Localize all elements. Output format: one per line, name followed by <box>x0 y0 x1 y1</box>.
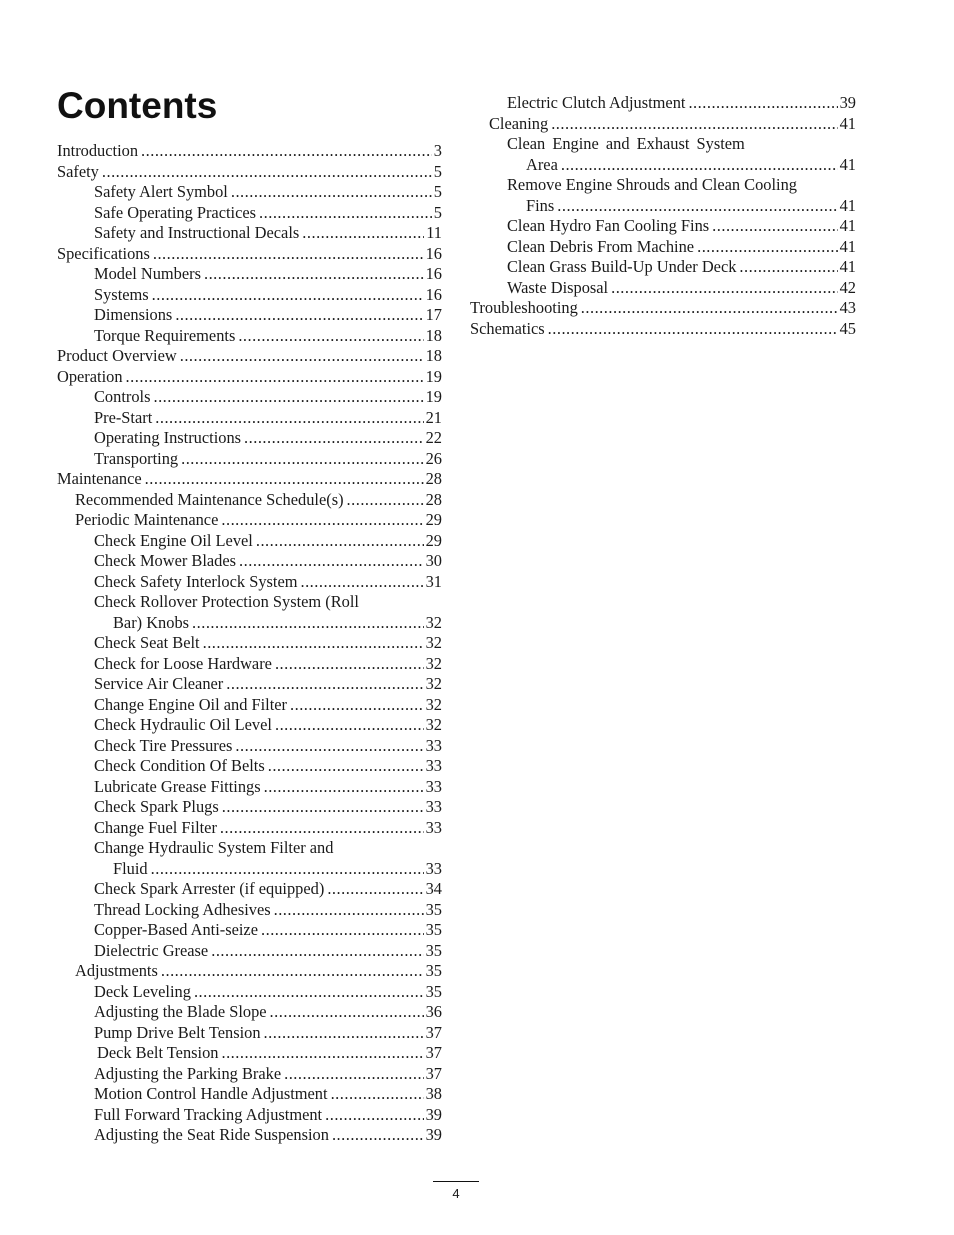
toc-entry-page: 33 <box>425 776 442 796</box>
toc-entry[interactable] <box>94 1023 442 1044</box>
toc-entry-label: Clean Grass Build-Up Under Deck <box>507 257 737 276</box>
toc-entry-page: 29 <box>425 510 442 529</box>
toc-entry[interactable] <box>75 961 442 982</box>
toc-entry-page: 37 <box>425 1043 442 1062</box>
toc-entry-label: Deck Belt Tension <box>97 1043 219 1062</box>
toc-entry[interactable] <box>94 633 442 654</box>
toc-entry[interactable] <box>94 1064 442 1085</box>
toc-leader-dots <box>325 1105 423 1126</box>
toc-entry[interactable] <box>113 859 442 880</box>
toc-entry[interactable] <box>94 982 442 1003</box>
toc-entry-page: 39 <box>425 1104 442 1124</box>
toc-entry-page: 35 <box>425 961 442 980</box>
toc-leader-dots <box>152 285 424 306</box>
toc-entry[interactable] <box>94 797 442 818</box>
toc-entry-label: Torque Requirements <box>94 325 236 345</box>
toc-leader-dots <box>153 244 424 265</box>
toc-entry-page: 22 <box>425 428 442 447</box>
footer-rule <box>433 1181 479 1182</box>
toc-leader-dots <box>141 141 432 162</box>
toc-entry-page: 36 <box>425 1002 442 1021</box>
toc-entry[interactable] <box>94 449 442 470</box>
toc-entry-label: Clean Debris From Machine <box>507 236 695 256</box>
toc-entry[interactable] <box>94 387 442 408</box>
toc-entry-page: 28 <box>425 469 442 488</box>
toc-entry-page: 19 <box>425 366 442 386</box>
toc-entry[interactable] <box>470 319 856 340</box>
toc-entry-label: Check Spark Arrester (if equipped) <box>94 879 325 898</box>
toc-entry-page: 16 <box>425 264 442 283</box>
toc-entry-page: 41 <box>839 195 856 215</box>
toc-leader-dots <box>264 1023 424 1044</box>
toc-entry-label: Change Engine Oil and Filter <box>94 694 288 714</box>
toc-entry[interactable] <box>113 613 442 634</box>
toc-entry-label: Operation <box>57 366 123 386</box>
toc-entry[interactable] <box>94 818 442 839</box>
toc-entry[interactable] <box>94 1105 442 1126</box>
toc-leader-dots <box>331 1084 424 1105</box>
toc-entry-page: 3 <box>433 141 442 160</box>
toc-leader-dots <box>268 756 424 777</box>
toc-leader-dots <box>238 326 423 347</box>
toc-entry[interactable] <box>94 326 442 347</box>
page-title: Contents <box>57 85 218 126</box>
toc-leader-dots <box>270 1002 424 1023</box>
page-number: 4 <box>452 1186 460 1201</box>
toc-entry[interactable] <box>94 531 442 552</box>
toc-entry-label: Electric Clutch Adjustment <box>507 93 686 112</box>
toc-entry-page: 31 <box>425 571 442 591</box>
toc-leader-dots <box>226 674 423 695</box>
toc-entry[interactable] <box>507 278 856 299</box>
toc-entry-label: Pump Drive Belt Tension <box>94 1022 261 1042</box>
toc-entry-page: 11 <box>426 223 442 242</box>
toc-entry[interactable] <box>507 257 856 278</box>
toc-entry-page: 45 <box>839 318 856 338</box>
toc-entry-label: Operating Instructions <box>94 428 242 447</box>
toc-entry-page: 26 <box>425 448 442 468</box>
toc-leader-dots <box>151 859 424 880</box>
toc-entry-label: Transporting <box>94 448 179 468</box>
toc-entry[interactable] <box>507 237 856 258</box>
toc-entry-label: Adjustments <box>75 961 158 980</box>
toc-leader-dots <box>203 633 424 654</box>
toc-entry[interactable] <box>94 695 442 716</box>
toc-leader-dots <box>275 715 424 736</box>
toc-entry[interactable] <box>94 551 442 572</box>
toc-entry[interactable] <box>94 756 442 777</box>
toc-leader-dots <box>327 879 423 900</box>
toc-leader-dots <box>204 264 424 285</box>
toc-entry-page: 37 <box>425 1022 442 1042</box>
toc-entry[interactable] <box>57 367 442 388</box>
toc-entry[interactable] <box>526 155 856 176</box>
toc-entry-page: 32 <box>425 633 442 652</box>
toc-leader-dots <box>145 469 424 490</box>
toc-entry[interactable] <box>57 162 442 183</box>
toc-leader-dots <box>235 736 423 757</box>
toc-leader-dots <box>551 114 837 135</box>
toc-entry-page: 34 <box>425 879 442 898</box>
toc-entry-label: Model Numbers <box>94 264 201 283</box>
toc-entry-page: 43 <box>839 298 856 317</box>
toc-leader-dots <box>231 182 432 203</box>
toc-entry-label: Adjusting the Parking Brake <box>94 1063 282 1083</box>
toc-entry-label: Product Overview <box>57 346 177 365</box>
toc-leader-dots <box>712 216 837 237</box>
toc-entry[interactable] <box>94 920 442 941</box>
toc-entry-label: Lubricate Grease Fittings <box>94 776 261 796</box>
toc-entry-page: 35 <box>425 981 442 1001</box>
toc-entry-label: Controls <box>94 387 151 406</box>
toc-entry[interactable] <box>57 469 442 490</box>
toc-leader-dots <box>261 920 424 941</box>
toc-entry-page: 28 <box>425 489 442 509</box>
toc-entry-label: Dimensions <box>94 305 173 324</box>
toc-leader-dots <box>332 1125 424 1146</box>
toc-entry-label: Schematics <box>470 318 545 338</box>
toc-entry-label-line1[interactable]: Remove Engine Shrouds and Clean Cooling <box>507 175 797 194</box>
toc-leader-dots <box>611 278 838 299</box>
toc-leader-dots <box>180 346 424 367</box>
toc-leader-dots <box>194 982 424 1003</box>
toc-entry-page: 5 <box>433 182 442 201</box>
toc-leader-dots <box>239 551 424 572</box>
toc-entry-label: Adjusting the Blade Slope <box>94 1002 267 1021</box>
toc-entry-page: 33 <box>425 797 442 816</box>
toc-entry-page: 35 <box>425 940 442 960</box>
toc-entry-page: 41 <box>839 113 856 133</box>
toc-entry-label: Specifications <box>57 243 150 263</box>
toc-entry-page: 33 <box>425 858 442 878</box>
toc-entry-page: 39 <box>839 93 856 112</box>
toc-leader-dots <box>561 155 838 176</box>
toc-entry-label: Fluid <box>113 858 148 878</box>
toc-entry-page: 18 <box>425 325 442 345</box>
toc-leader-dots <box>221 510 423 531</box>
toc-leader-dots <box>126 367 424 388</box>
toc-entry[interactable] <box>94 941 442 962</box>
toc-leader-dots <box>192 613 424 634</box>
toc-entry[interactable] <box>94 203 442 224</box>
toc-entry[interactable] <box>97 1043 442 1064</box>
toc-entry[interactable] <box>94 900 442 921</box>
toc-entry[interactable] <box>94 654 442 675</box>
toc-entry[interactable] <box>94 428 442 449</box>
toc-entry[interactable] <box>94 572 442 593</box>
toc-entry-page: 42 <box>839 277 856 297</box>
toc-entry-page: 32 <box>425 715 442 734</box>
toc-entry[interactable] <box>94 1125 442 1146</box>
toc-leader-dots <box>581 298 838 319</box>
toc-entry-page: 19 <box>425 387 442 406</box>
toc-entry-page: 18 <box>425 346 442 365</box>
toc-entry-page: 41 <box>839 236 856 256</box>
toc-entry[interactable] <box>57 244 442 265</box>
toc-entry[interactable] <box>94 223 442 244</box>
toc-entry-page: 33 <box>425 756 442 775</box>
toc-entry-label: Safety <box>57 161 99 181</box>
toc-leader-dots <box>548 319 838 340</box>
toc-entry-label: Change Fuel Filter <box>94 817 217 837</box>
toc-leader-dots <box>259 203 432 224</box>
toc-entry-label: Deck Leveling <box>94 981 191 1001</box>
toc-leader-dots <box>347 490 424 511</box>
toc-entry[interactable] <box>94 777 442 798</box>
toc-entry-page: 35 <box>425 920 442 939</box>
toc-leader-dots <box>697 237 838 258</box>
toc-entry-label: Dielectric Grease <box>94 940 209 960</box>
toc-entry-page: 33 <box>425 817 442 837</box>
toc-entry-page: 30 <box>425 551 442 570</box>
toc-entry[interactable] <box>94 408 442 429</box>
toc-leader-dots <box>256 531 424 552</box>
toc-entry-label: Check Condition Of Belts <box>94 756 265 775</box>
toc-entry-page: 29 <box>425 530 442 550</box>
toc-leader-dots <box>102 162 432 183</box>
toc-entry-label: Periodic Maintenance <box>75 510 219 529</box>
toc-entry-label: Waste Disposal <box>507 277 609 297</box>
toc-entry-label: Check Engine Oil Level <box>94 530 253 550</box>
toc-entry-label: Safety Alert Symbol <box>94 182 228 201</box>
toc-entry-label: Bar) Knobs <box>113 612 190 632</box>
toc-entry-label: Full Forward Tracking Adjustment <box>94 1104 323 1124</box>
toc-entry[interactable] <box>94 1084 442 1105</box>
toc-entry-label: Introduction <box>57 141 139 160</box>
toc-entry-label: Area <box>526 154 558 174</box>
toc-entry[interactable] <box>57 141 442 162</box>
toc-leader-dots <box>153 387 423 408</box>
toc-leader-dots <box>688 93 837 114</box>
toc-entry-page: 16 <box>425 243 442 263</box>
toc-entry-page: 5 <box>433 161 442 181</box>
toc-entry-label: Motion Control Handle Adjustment <box>94 1084 328 1103</box>
toc-entry-label: Pre-Start <box>94 407 153 427</box>
toc-entry-page: 16 <box>425 284 442 304</box>
toc-leader-dots <box>264 777 424 798</box>
toc-entry[interactable] <box>94 182 442 203</box>
toc-leader-dots <box>181 449 424 470</box>
toc-entry[interactable] <box>94 264 442 285</box>
toc-entry-label: Check Spark Plugs <box>94 797 219 816</box>
toc-entry-label-line1[interactable]: Clean Engine and Exhaust System <box>507 134 745 153</box>
toc-entry-page: 35 <box>425 899 442 919</box>
toc-entry[interactable] <box>75 510 442 531</box>
toc-entry-page: 21 <box>425 407 442 427</box>
toc-entry-page: 41 <box>839 257 856 276</box>
toc-entry-page: 41 <box>839 154 856 174</box>
toc-entry-page: 17 <box>425 305 442 324</box>
toc-entry-label-line1[interactable]: Check Rollover Protection System (Roll <box>94 592 359 611</box>
toc-entry-page: 5 <box>433 202 442 222</box>
toc-entry[interactable] <box>489 114 856 135</box>
toc-leader-dots <box>222 797 424 818</box>
toc-entry[interactable] <box>94 879 442 900</box>
toc-entry-label: Check Seat Belt <box>94 633 200 652</box>
toc-entry-label: Maintenance <box>57 469 142 488</box>
toc-entry-page: 41 <box>839 216 856 235</box>
toc-entry-label: Clean Hydro Fan Cooling Fins <box>507 216 710 235</box>
toc-entry[interactable] <box>94 305 442 326</box>
toc-entry-label: Safe Operating Practices <box>94 202 257 222</box>
toc-entry-page: 38 <box>425 1084 442 1103</box>
toc-entry-page: 39 <box>425 1125 442 1144</box>
toc-entry-label-line1[interactable]: Change Hydraulic System Filter and <box>94 838 334 857</box>
toc-entry-label: Check Safety Interlock System <box>94 571 298 591</box>
toc-entry-label: Check Tire Pressures <box>94 735 233 755</box>
toc-leader-dots <box>211 941 423 962</box>
toc-entry-page: 32 <box>425 653 442 673</box>
toc-entry-page: 37 <box>425 1063 442 1083</box>
toc-entry-label: Check for Loose Hardware <box>94 653 272 673</box>
toc-leader-dots <box>221 1043 423 1064</box>
toc-entry[interactable] <box>94 715 442 736</box>
toc-leader-dots <box>161 961 424 982</box>
toc-leader-dots <box>220 818 424 839</box>
toc-entry-label: Adjusting the Seat Ride Suspension <box>94 1125 329 1144</box>
toc-entry-label: Recommended Maintenance Schedule(s) <box>75 489 344 509</box>
toc-entry[interactable] <box>507 93 856 114</box>
toc-entry[interactable] <box>94 674 442 695</box>
toc-entry[interactable] <box>57 346 442 367</box>
toc-entry[interactable] <box>94 1002 442 1023</box>
toc-entry-label: Safety and Instructional Decals <box>94 223 300 242</box>
toc-entry-page: 33 <box>425 735 442 755</box>
toc-leader-dots <box>155 408 423 429</box>
toc-leader-dots <box>284 1064 424 1085</box>
toc-entry-page: 32 <box>425 694 442 714</box>
toc-entry-label: Check Hydraulic Oil Level <box>94 715 272 734</box>
toc-entry[interactable] <box>94 736 442 757</box>
toc-entry-label: Service Air Cleaner <box>94 674 224 693</box>
toc-entry-label: Thread Locking Adhesives <box>94 899 271 919</box>
toc-entry-page: 32 <box>425 674 442 693</box>
toc-entry-label: Systems <box>94 284 149 304</box>
toc-entry[interactable] <box>75 490 442 511</box>
toc-leader-dots <box>290 695 424 716</box>
toc-leader-dots <box>175 305 423 326</box>
toc-leader-dots <box>300 572 423 593</box>
toc-entry[interactable] <box>526 196 856 217</box>
toc-leader-dots <box>274 900 424 921</box>
toc-leader-dots <box>557 196 837 217</box>
toc-leader-dots <box>302 223 424 244</box>
toc-entry-page: 32 <box>425 612 442 632</box>
toc-entry[interactable] <box>470 298 856 319</box>
toc-entry-label: Troubleshooting <box>470 298 578 317</box>
toc-entry-label: Copper-Based Anti-seize <box>94 920 258 939</box>
toc-entry-label: Check Mower Blades <box>94 551 237 570</box>
toc-entry[interactable] <box>507 216 856 237</box>
toc-entry-label: Fins <box>526 195 555 215</box>
toc-entry-label: Cleaning <box>489 113 549 133</box>
toc-entry[interactable] <box>94 285 442 306</box>
toc-leader-dots <box>739 257 837 278</box>
toc-leader-dots <box>275 654 424 675</box>
toc-leader-dots <box>244 428 424 449</box>
